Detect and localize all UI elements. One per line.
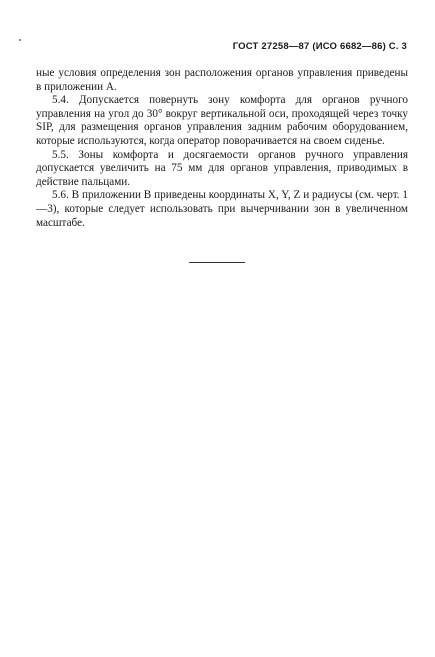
end-divider-line bbox=[189, 262, 245, 263]
paragraph-5-4: 5.4. Допускается повернуть зону комфорта для органов ручного управления на угол до 30° вокруг вертикальной оси, проходящей через точку SIP, для размещения органов управления задним рабочим оборудованием, которые используются, когда оператор поворачивается на своем сиденье. bbox=[36, 94, 408, 147]
paragraph-5-5: 5.5. Зоны комфорта и досягаемости органов ручного управления допускается увеличить на 75 мм для органов управления, приводимых в действие пальцами. bbox=[36, 148, 408, 188]
scan-artifact-dot bbox=[19, 39, 21, 41]
page-header: ГОСТ 27258—87 (ИСО 6682—86) С. 3 bbox=[232, 41, 407, 52]
paragraph-5-6: 5.6. В приложении В приведены координаты X, Y, Z и радиусы (см. черт. 1—3), которые следует использовать при вычерчивании зон в увеличенном масштабе. bbox=[36, 189, 408, 229]
body-text bbox=[36, 67, 408, 230]
paragraph-continuation: ные условия определения зон расположения органов управления приведены в приложении А. bbox=[36, 67, 408, 93]
